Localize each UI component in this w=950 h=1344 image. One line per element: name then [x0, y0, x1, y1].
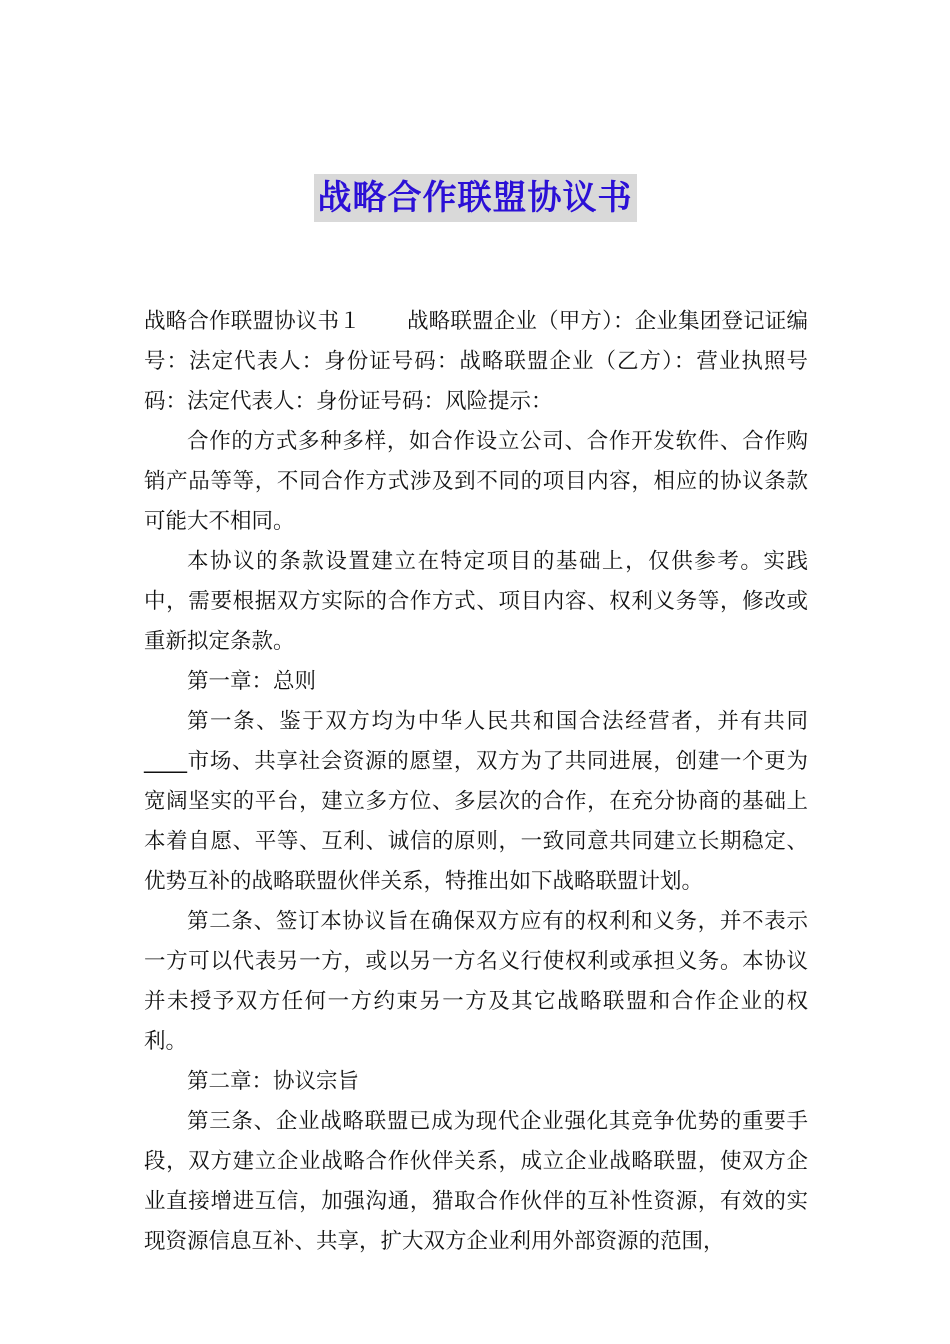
intro-paragraph: [144, 302, 808, 422]
article-3: 第三条、企业战略联盟已成为现代企业强化其竞争优势的重要手段，双方建立企业战略合作伙伴关系，成立企业战略联盟，使双方企业直接增进互信，加强沟通，猎取合作伙伴的互补性资源，有效的实现资源信息互补、共享，扩大双方企业利用外部资源的范围，: [144, 1109, 808, 1254]
intro-text: 战略联盟企业（甲方）：企业集团登记证编号：法定代表人：身份证号码：战略联盟企业（乙方）：营业执照号码：法定代表人：身份证号码：风险提示：: [144, 309, 808, 414]
title-container: [0, 174, 950, 222]
chapter-heading-general: 第一章：总则: [187, 669, 317, 694]
paragraph-reference-note: 本协议的条款设置建立在特定项目的基础上，仅供参考。实践中，需要根据双方实际的合作方式、项目内容、权利义务等，修改或重新拟定条款。: [144, 549, 808, 654]
article-1: 第一条、鉴于双方均为中华人民共和国合法经营者，并有共同____市场、共享社会资源的愿望，双方为了共同进展，创建一个更为宽阔坚实的平台，建立多方位、多层次的合作，在充分协商的基础上本着自愿、平等、互利、诚信的原则，一致同意共同建立长期稳定、优势互补的战略联盟伙伴关系，特推出如下战略联盟计划。: [144, 709, 808, 894]
document-title: 战略合作联盟协议书: [314, 174, 637, 222]
article-2: 第二条、签订本协议旨在确保双方应有的权利和义务，并不表示一方可以代表另一方，或以另一方名义行使权利或承担义务。本协议并未授予双方任何一方约束另一方及其它战略联盟和合作企业的权利。: [144, 909, 808, 1054]
intro-heading: 战略合作联盟协议书１: [144, 309, 361, 334]
paragraph-cooperation-methods: 合作的方式多种多样，如合作设立公司、合作开发软件、合作购销产品等等，不同合作方式涉及到不同的项目内容，相应的协议条款可能大不相同。: [144, 429, 808, 534]
document-body: [144, 302, 808, 1262]
chapter-heading-purpose: 第二章：协议宗旨: [187, 1069, 360, 1094]
